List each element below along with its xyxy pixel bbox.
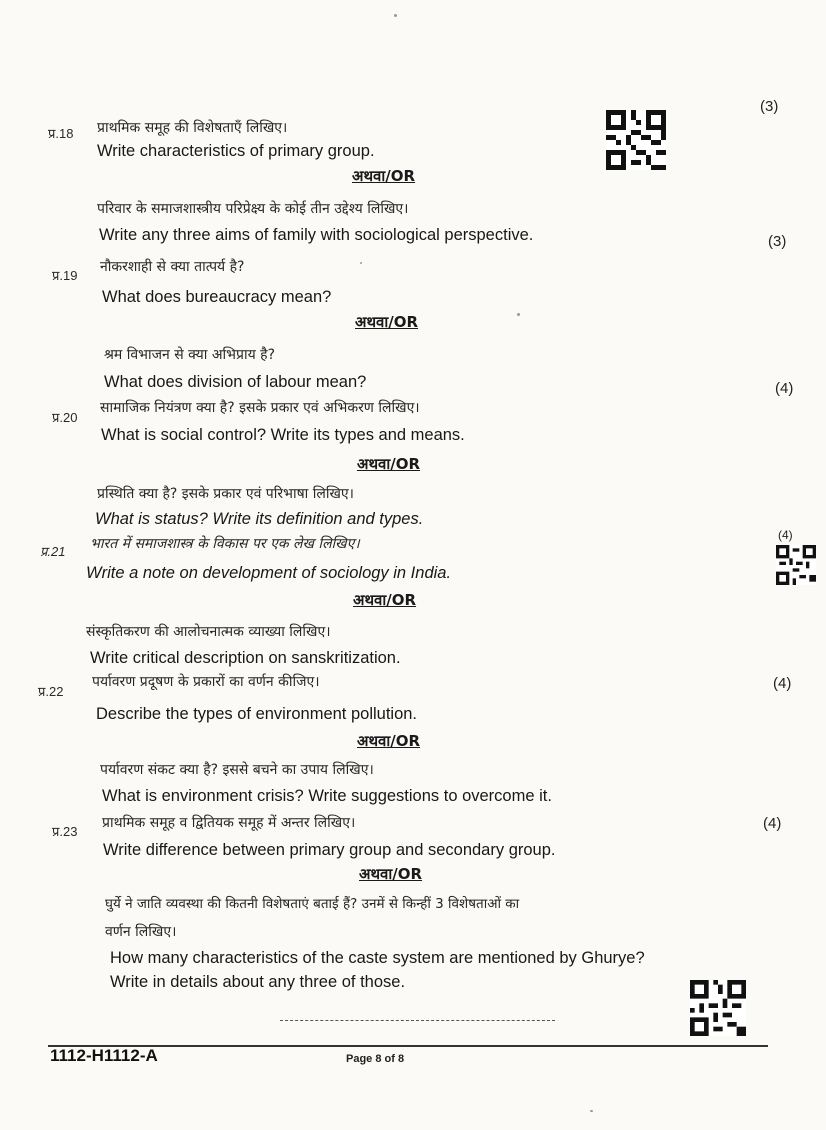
alternate-question-hindi: श्रम विभाजन से क्या अभिप्राय है? <box>104 347 276 363</box>
question-english: Describe the types of environment pollution. <box>96 705 418 723</box>
scan-speck <box>590 1110 593 1112</box>
or-divider: अथवा/OR <box>357 732 421 750</box>
question-number: प्र.18 <box>48 126 74 141</box>
qr-code-icon <box>690 980 746 1036</box>
marks: (4) <box>778 528 793 542</box>
question-number: प्र.19 <box>52 268 78 283</box>
alternate-question-hindi: पर्यावरण संकट क्या है? इससे बचने का उपाय लिखिए। <box>100 762 374 778</box>
alternate-question-hindi: प्रस्थिति क्या है? इसके प्रकार एवं परिभाषा लिखिए। <box>97 486 354 502</box>
page-number: Page 8 of 8 <box>346 1053 405 1065</box>
marks: (4) <box>773 675 792 692</box>
alternate-question-english: Write any three aims of family with sociological perspective. <box>99 226 534 244</box>
alternate-question-english: What is status? Write its definition and types. <box>95 510 424 528</box>
qr-code-icon <box>606 110 666 170</box>
alternate-question-english: How many characteristics of the caste system are mentioned by Ghurye? <box>110 949 645 967</box>
or-divider: अथवा/OR <box>353 591 417 609</box>
marks: (4) <box>775 380 794 397</box>
question-number: प्र.21 <box>40 544 66 559</box>
alternate-question-hindi-cont: वर्णन लिखिए। <box>105 924 177 940</box>
question-english: Write a note on development of sociology in India. <box>86 564 452 582</box>
question-english: Write characteristics of primary group. <box>97 142 375 160</box>
or-divider: अथवा/OR <box>355 313 419 331</box>
alternate-question-hindi: संस्कृतिकरण की आलोचनात्मक व्याख्या लिखिए। <box>86 624 331 640</box>
question-hindi: प्राथमिक समूह व द्वितियक समूह में अन्तर लिखिए। <box>102 815 356 831</box>
question-hindi: नौकरशाही से क्या तात्पर्य है? <box>100 259 245 275</box>
question-hindi: भारत में समाजशास्त्र के विकास पर एक लेख लिखिए। <box>90 536 360 552</box>
question-number: प्र.20 <box>52 410 78 425</box>
or-divider: अथवा/OR <box>352 167 416 185</box>
question-hindi: सामाजिक नियंत्रण क्या है? इसके प्रकार एवं अभिकरण लिखिए। <box>100 400 420 416</box>
alternate-question-english: What does division of labour mean? <box>104 373 367 391</box>
question-number: प्र.22 <box>38 684 64 699</box>
marks: (4) <box>763 815 782 832</box>
alternate-question-english-cont: Write in details about any three of those. <box>110 973 406 991</box>
scan-speck <box>360 262 362 264</box>
alternate-question-hindi: घुर्ये ने जाति व्यवस्था की कितनी विशेषताएं बताई हैं? उनमें से किन्हीं 3 विशेषताओं का <box>105 896 520 912</box>
marks: (3) <box>768 233 787 250</box>
question-english: What is social control? Write its types and means. <box>101 426 465 444</box>
or-divider: अथवा/OR <box>357 455 421 473</box>
question-english: What does bureaucracy mean? <box>102 288 332 306</box>
scan-speck <box>517 313 520 316</box>
alternate-question-english: What is environment crisis? Write suggestions to overcome it. <box>102 787 552 805</box>
or-divider: अथवा/OR <box>359 865 423 883</box>
signature-line <box>280 1020 555 1021</box>
question-hindi: प्राथमिक समूह की विशेषताएँ लिखिए। <box>97 120 288 136</box>
marks: (3) <box>760 98 779 115</box>
alternate-question-hindi: परिवार के समाजशास्त्रीय परिप्रेक्ष्य के कोई तीन उद्देश्य लिखिए। <box>97 201 409 217</box>
question-number: प्र.23 <box>52 824 78 839</box>
alternate-question-english: Write critical description on sanskritization. <box>90 649 401 667</box>
scan-speck <box>394 14 397 17</box>
question-english: Write difference between primary group and secondary group. <box>103 841 556 859</box>
question-hindi: पर्यावरण प्रदूषण के प्रकारों का वर्णन कीजिए। <box>92 674 320 690</box>
qr-code-icon <box>776 545 816 585</box>
paper-code: 1112-H1112-A <box>50 1046 158 1065</box>
